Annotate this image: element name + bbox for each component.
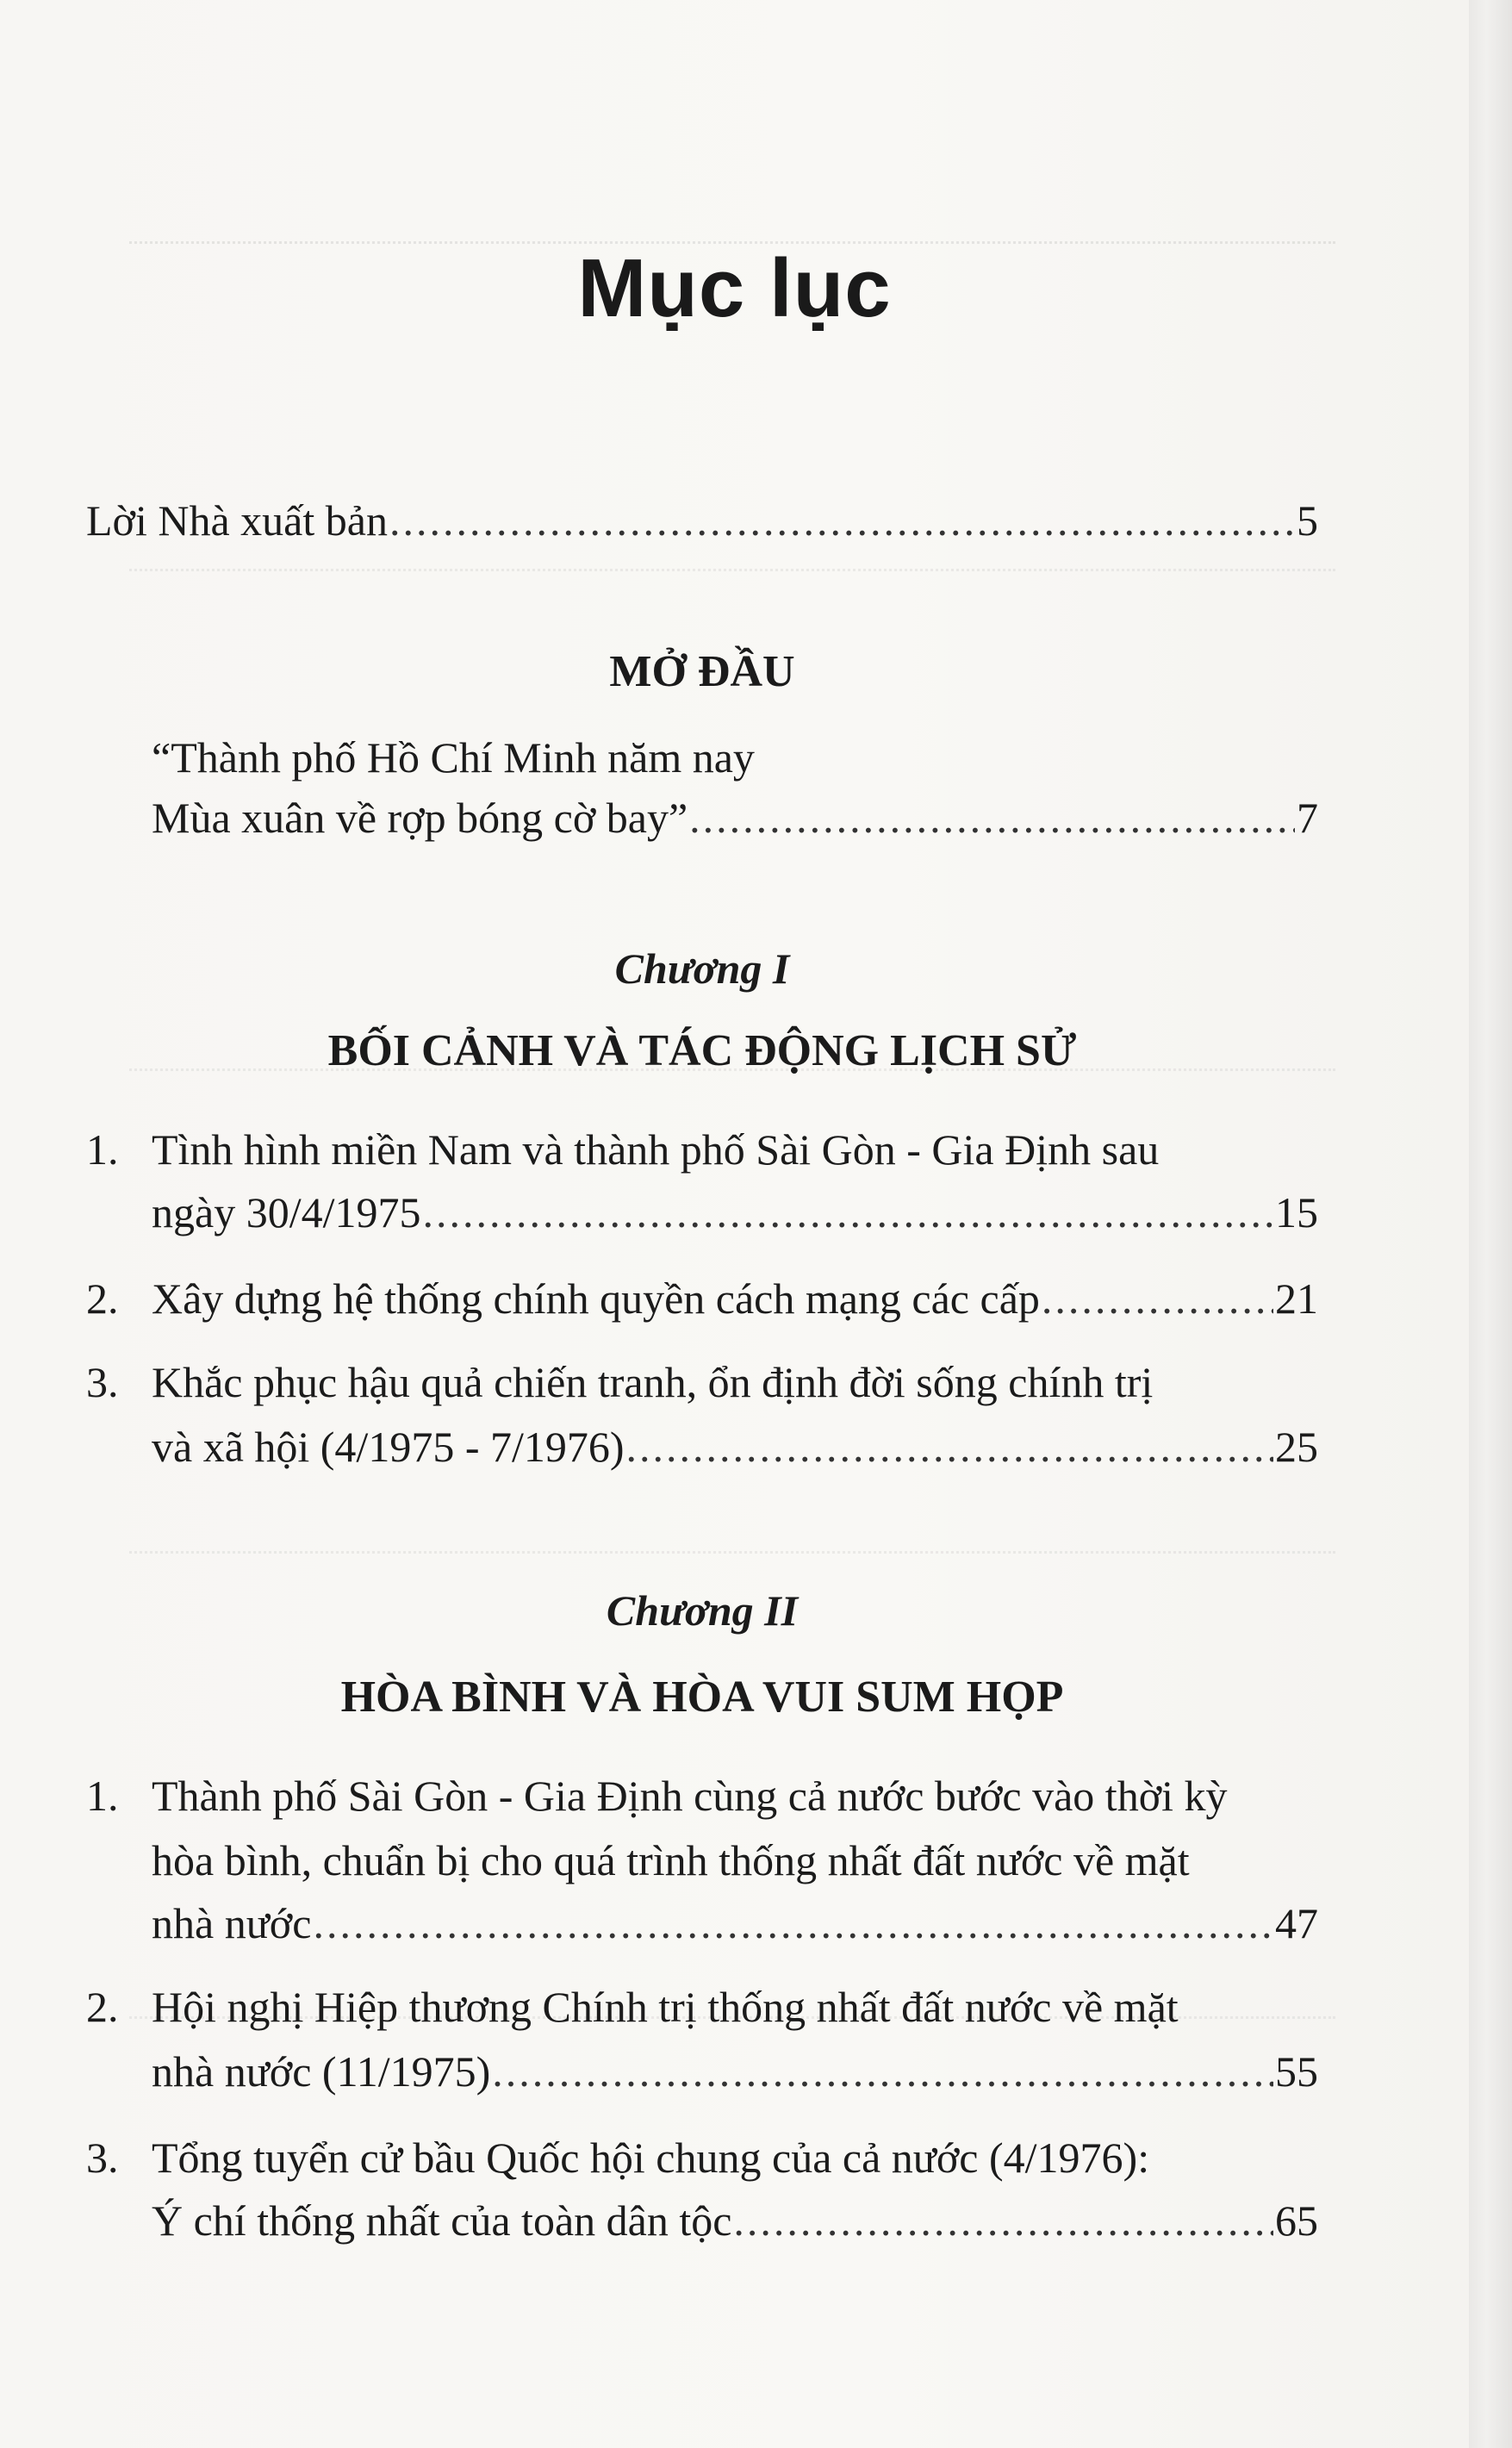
entry-title: và xã hội (4/1975 - 7/1976) (152, 1423, 625, 1471)
ch2-item-2-line-1[interactable]: Hội nghị Hiệp thương Chính trị thống nhất đất nước về mặt (152, 1983, 1179, 2031)
entry-title: nhà nước (11/1975) (152, 2047, 491, 2096)
dot-leader (492, 2046, 1273, 2096)
toc-entry-ch1-item-1[interactable] (152, 1187, 1318, 1241)
page-number: 25 (1275, 1423, 1318, 1471)
table-of-contents (86, 0, 1318, 2448)
intro-heading: MỞ ĐẦU (609, 647, 795, 696)
dot-leader (733, 2196, 1273, 2246)
dot-leader (389, 495, 1295, 545)
page-edge (1469, 0, 1512, 2448)
dot-leader (422, 1187, 1273, 1237)
page-number: 7 (1297, 794, 1318, 842)
ch2-item-1-line-1[interactable]: Thành phố Sài Gòn - Gia Định cùng cả nước bước vào thời kỳ (152, 1772, 1228, 1820)
chapter-1-title: BỐI CẢNH VÀ TÁC ĐỘNG LỊCH SỬ (327, 1026, 1077, 1075)
ch2-item-2-number: 2. (86, 1983, 119, 2031)
chapter-2-title: HÒA BÌNH VÀ HÒA VUI SUM HỌP (340, 1672, 1064, 1722)
page-number: 15 (1275, 1188, 1318, 1236)
dot-leader (1042, 1274, 1273, 1324)
ch2-item-1-line-2[interactable]: hòa bình, chuẩn bị cho quá trình thống nhất đất nước về mặt (152, 1836, 1190, 1884)
ch2-item-1-number: 1. (86, 1772, 119, 1820)
toc-entry-ch1-item-3[interactable] (152, 1422, 1318, 1475)
ch2-item-3-number: 3. (86, 2133, 119, 2182)
entry-title: nhà nước (152, 1899, 312, 1947)
ch1-item-1-number: 1. (86, 1125, 119, 1174)
chapter-1-label: Chương I (614, 944, 790, 993)
chapter-2-label: Chương II (606, 1586, 799, 1635)
toc-entry-ch2-item-3[interactable] (152, 2196, 1318, 2249)
dot-leader (626, 1422, 1273, 1472)
toc-entry-ch1-item-2[interactable] (152, 1274, 1318, 1327)
page-number: 65 (1275, 2196, 1318, 2245)
intro-line-1[interactable]: “Thành phố Hồ Chí Minh năm nay (152, 733, 755, 782)
toc-entry-ch2-item-2[interactable] (152, 2046, 1318, 2100)
page-number: 5 (1297, 496, 1318, 545)
toc-entry-publisher-note[interactable] (86, 495, 1318, 549)
intro-line-2: Mùa xuân về rợp bóng cờ bay” (152, 794, 688, 842)
entry-title: Ý chí thống nhất của toàn dân tộc (152, 2196, 732, 2245)
ch1-item-3-number: 3. (86, 1358, 119, 1406)
entry-title: Xây dựng hệ thống chính quyền cách mạng các cấp (152, 1274, 1040, 1323)
page-number: 47 (1275, 1899, 1318, 1947)
toc-entry-ch2-item-1[interactable] (152, 1898, 1318, 1952)
page-number: 21 (1275, 1274, 1318, 1323)
page-number: 55 (1275, 2047, 1318, 2096)
ch1-item-1-line-1[interactable]: Tình hình miền Nam và thành phố Sài Gòn - Gia Định sau (152, 1125, 1160, 1174)
dot-leader (689, 793, 1295, 843)
ch2-item-3-line-1[interactable]: Tổng tuyển cử bầu Quốc hội chung của cả nước (4/1976): (152, 2133, 1150, 2182)
ch1-item-2-number: 2. (86, 1274, 119, 1323)
toc-entry-intro[interactable] (152, 793, 1318, 846)
entry-title: Lời Nhà xuất bản (86, 496, 388, 545)
ch1-item-3-line-1[interactable]: Khắc phục hậu quả chiến tranh, ổn định đời sống chính trị (152, 1358, 1154, 1406)
dot-leader (313, 1898, 1273, 1948)
page-title: Mục lục (577, 242, 892, 334)
entry-title: ngày 30/4/1975 (152, 1188, 421, 1236)
